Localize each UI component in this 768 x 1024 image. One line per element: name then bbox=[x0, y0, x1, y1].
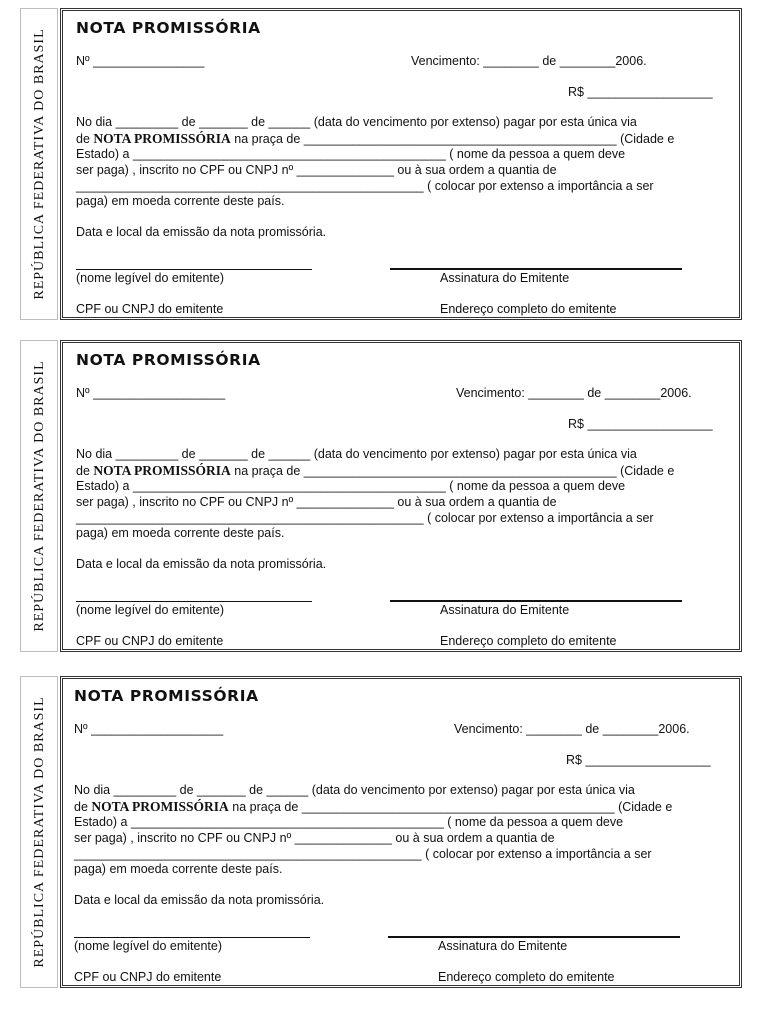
body-line-2-suffix: na praça de _____________________________________________ (Cidade e bbox=[230, 132, 675, 146]
promissory-note-2 bbox=[20, 340, 742, 652]
body-line-3: Estado) a _____________________________________________ ( nome da pessoa a quem deve bbox=[74, 815, 624, 829]
body-line-5: __________________________________________________ ( colocar por extenso a importância a ser bbox=[76, 511, 654, 525]
body-line-4: ser paga) , inscrito no CPF ou CNPJ nº ______________ ou à sua ordem a quantia de bbox=[76, 163, 557, 177]
issuer-address-label: Endereço completo do emitente bbox=[440, 634, 617, 648]
note-number-field: Nº ___________________ bbox=[74, 722, 224, 736]
body-line-2-prefix: de bbox=[74, 800, 92, 814]
signature-line bbox=[388, 936, 680, 938]
body-line-2-bold: NOTA PROMISSÓRIA bbox=[91, 799, 229, 814]
issue-date-place: Data e local da emissão da nota promissória. bbox=[76, 557, 327, 571]
body-line-2-bold: NOTA PROMISSÓRIA bbox=[93, 463, 231, 478]
body-line-2-suffix: na praça de _____________________________________________ (Cidade e bbox=[230, 464, 675, 478]
body-line-6: paga) em moeda corrente deste país. bbox=[76, 526, 285, 540]
issuer-address-label: Endereço completo do emitente bbox=[438, 970, 615, 984]
body-line-5: __________________________________________________ ( colocar por extenso a importância a ser bbox=[74, 847, 652, 861]
note-frame bbox=[60, 8, 742, 320]
body-line-1: No dia _________ de _______ de ______ (data do vencimento por extenso) pagar por esta única via bbox=[76, 447, 637, 461]
signature-line bbox=[390, 600, 682, 602]
body-line-2 bbox=[76, 463, 674, 479]
body-line-2-prefix: de bbox=[76, 464, 94, 478]
body-line-3: Estado) a _____________________________________________ ( nome da pessoa a quem deve bbox=[76, 479, 626, 493]
side-label-box bbox=[20, 8, 58, 320]
note-title: NOTA PROMISSÓRIA bbox=[76, 19, 261, 37]
side-label: REPÚBLICA FEDERATIVA DO BRASIL bbox=[32, 360, 47, 632]
body-line-2-suffix: na praça de _____________________________________________ (Cidade e bbox=[228, 800, 673, 814]
issue-date-place: Data e local da emissão da nota promissória. bbox=[74, 893, 325, 907]
promissory-note-1 bbox=[20, 8, 742, 320]
issuer-address-label: Endereço completo do emitente bbox=[440, 302, 617, 316]
note-frame bbox=[60, 676, 742, 988]
note-number-field: Nº ___________________ bbox=[76, 386, 226, 400]
amount-field: R$ __________________ bbox=[568, 85, 713, 99]
body-line-2-bold: NOTA PROMISSÓRIA bbox=[93, 131, 231, 146]
side-label-box bbox=[20, 676, 58, 988]
amount-field: R$ __________________ bbox=[566, 753, 711, 767]
body-line-2-prefix: de bbox=[76, 132, 94, 146]
body-line-6: paga) em moeda corrente deste país. bbox=[74, 862, 283, 876]
amount-field: R$ __________________ bbox=[568, 417, 713, 431]
side-label: REPÚBLICA FEDERATIVA DO BRASIL bbox=[32, 696, 47, 968]
signature-line bbox=[390, 268, 682, 270]
side-label: REPÚBLICA FEDERATIVA DO BRASIL bbox=[32, 28, 47, 300]
issuer-cpf-label: CPF ou CNPJ do emitente bbox=[76, 634, 224, 648]
due-date-field: Vencimento: ________ de ________2006. bbox=[411, 54, 647, 68]
body-line-4: ser paga) , inscrito no CPF ou CNPJ nº ______________ ou à sua ordem a quantia de bbox=[76, 495, 557, 509]
issuer-signature-label: Assinatura do Emitente bbox=[438, 939, 568, 953]
issuer-signature-label: Assinatura do Emitente bbox=[440, 603, 570, 617]
body-line-1: No dia _________ de _______ de ______ (data do vencimento por extenso) pagar por esta única via bbox=[74, 783, 635, 797]
body-line-2 bbox=[74, 799, 672, 815]
due-date-field: Vencimento: ________ de ________2006. bbox=[454, 722, 690, 736]
name-signature-line bbox=[76, 601, 312, 602]
name-signature-line bbox=[76, 269, 312, 270]
due-date-field: Vencimento: ________ de ________2006. bbox=[456, 386, 692, 400]
issuer-cpf-label: CPF ou CNPJ do emitente bbox=[74, 970, 222, 984]
issuer-name-label: (nome legível do emitente) bbox=[74, 939, 222, 953]
body-line-5: __________________________________________________ ( colocar por extenso a importância a ser bbox=[76, 179, 654, 193]
note-frame bbox=[60, 340, 742, 652]
note-title: NOTA PROMISSÓRIA bbox=[76, 351, 261, 369]
name-signature-line bbox=[74, 937, 310, 938]
body-line-6: paga) em moeda corrente deste país. bbox=[76, 194, 285, 208]
body-line-2 bbox=[76, 131, 674, 147]
issue-date-place: Data e local da emissão da nota promissória. bbox=[76, 225, 327, 239]
side-label-box bbox=[20, 340, 58, 652]
note-title: NOTA PROMISSÓRIA bbox=[74, 687, 259, 705]
issuer-name-label: (nome legível do emitente) bbox=[76, 271, 224, 285]
note-number-field: Nº ________________ bbox=[76, 54, 205, 68]
issuer-name-label: (nome legível do emitente) bbox=[76, 603, 224, 617]
promissory-note-3 bbox=[20, 676, 742, 988]
body-line-3: Estado) a _____________________________________________ ( nome da pessoa a quem deve bbox=[76, 147, 626, 161]
issuer-cpf-label: CPF ou CNPJ do emitente bbox=[76, 302, 224, 316]
body-line-1: No dia _________ de _______ de ______ (data do vencimento por extenso) pagar por esta única via bbox=[76, 115, 637, 129]
body-line-4: ser paga) , inscrito no CPF ou CNPJ nº ______________ ou à sua ordem a quantia de bbox=[74, 831, 555, 845]
issuer-signature-label: Assinatura do Emitente bbox=[440, 271, 570, 285]
